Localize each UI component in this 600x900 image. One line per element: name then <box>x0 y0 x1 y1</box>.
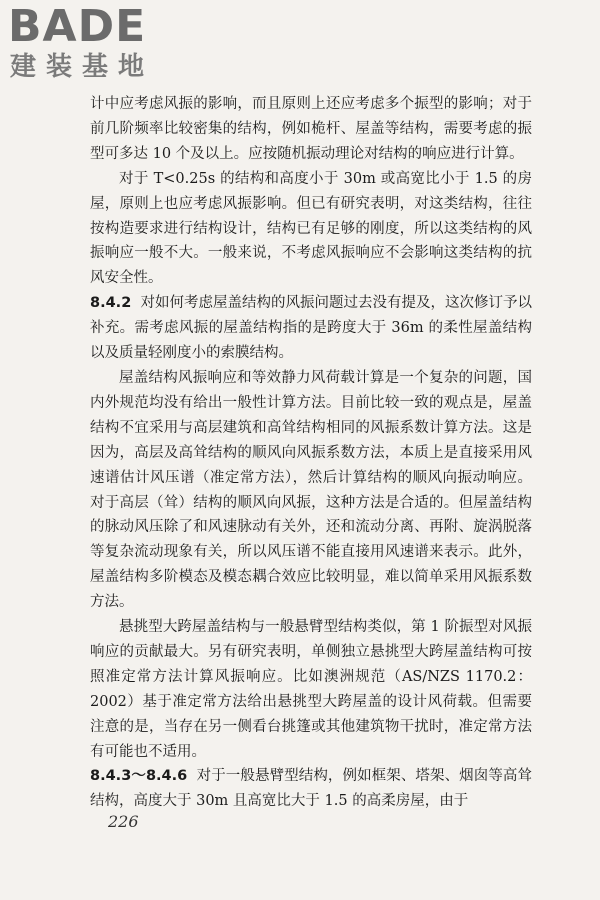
section-paragraph <box>90 764 532 814</box>
paragraph: 悬挑型大跨屋盖结构与一般悬臂型结构类似，第 1 阶振型对风振响应的贡献最大。另有研究表明，单侧独立悬挑型大跨屋盖结构可按照准定常方法计算风振响应。比如澳洲规范（AS/NZS 1170.2：2002）基于准定常方法给出悬挑型大跨屋盖的设计风荷载。但需要注意的是，当存在另一侧看台挑篷或其他建筑物干扰时，准定常方法有可能也不适用。 <box>90 619 532 760</box>
logo-subtitle: 建装基地 <box>10 52 155 82</box>
paragraph-text: 对如何考虑屋盖结构的风振问题过去没有提及，这次修订予以补充。需考虑风振的屋盖结构指的是跨度大于 36m 的柔性屋盖结构以及质量轻刚度小的索膜结构。 <box>90 295 533 362</box>
page-number: 226 <box>108 812 139 831</box>
section-number: 8.4.2 <box>90 295 132 312</box>
paragraph: 屋盖结构风振响应和等效静力风荷载计算是一个复杂的问题，国内外规范均没有给出一般性计算方法。目前比较一致的观点是，屋盖结构不宜采用与高层建筑和高耸结构相同的风振系数计算方法。这是因为，高层及高耸结构的顺风向风振系数方法，本质上是直接采用风速谱估计风压谱（准定常方法），然后计算结构的顺风向振动响应。对于高层（耸）结构的顺风向风振，这种方法是合适的。但屋盖结构的脉动风压除了和风速脉动有关外，还和流动分离、再附、旋涡脱落等复杂流动现象有关，所以风压谱不能直接用风速谱来表示。此外，屋盖结构多阶模态及模态耦合效应比较明显，难以简单采用风振系数方法。 <box>90 369 532 611</box>
watermark-logo <box>8 1 178 88</box>
section-paragraph <box>90 291 532 366</box>
paragraph-text: 对于一般悬臂型结构，例如框架、塔架、烟囱等高耸结构，高度大于 30m 且高宽比大于 1.5 的高柔房屋，由于 <box>90 768 533 810</box>
paragraph-continuation: 计中应考虑风振的影响，而且原则上还应考虑多个振型的影响；对于前几阶频率比较密集的结构，例如桅杆、屋盖等结构，需要考虑的振型可多达 10 个及以上。应按随机振动理论对结构的响应进行计算。 <box>90 96 532 162</box>
page-body <box>90 92 532 814</box>
logo-wordmark: BADE <box>8 1 147 52</box>
paragraph: 对于 T<0.25s 的结构和高度小于 30m 或高宽比小于 1.5 的房屋，原则上也应考虑风振影响。但已有研究表明，对这类结构，往往按构造要求进行结构设计，结构已有足够的刚度，所以这类结构的风振响应一般不大。一般来说，不考虑风振响应不会影响这类结构的抗风安全性。 <box>90 170 532 287</box>
section-number: 8.4.3～8.4.6 <box>90 768 188 785</box>
